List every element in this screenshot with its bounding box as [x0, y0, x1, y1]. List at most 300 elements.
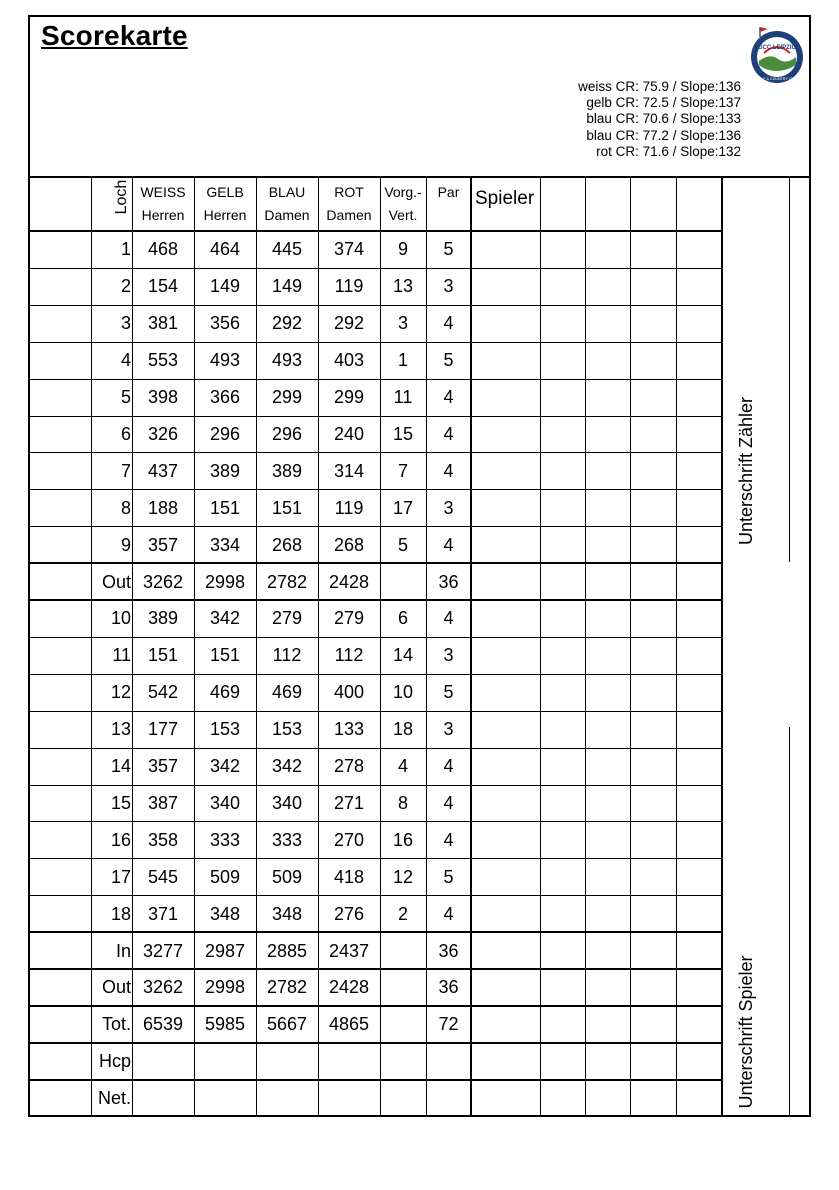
score-entry-cell[interactable]	[471, 343, 540, 379]
table-cell: 389	[209, 460, 241, 481]
signature-line	[789, 561, 790, 562]
table-cell: 3	[443, 497, 454, 518]
table-cell: 153	[209, 719, 241, 740]
score-entry-cell[interactable]	[585, 1081, 630, 1117]
score-entry-cell[interactable]	[540, 933, 585, 969]
score-entry-cell[interactable]	[630, 269, 676, 305]
table-cell: 4	[443, 460, 454, 481]
hole-label: 9	[120, 534, 131, 555]
table-cell: 2428	[328, 977, 370, 998]
hole-label: Net.	[97, 1088, 131, 1109]
table-cell: 389	[147, 608, 179, 629]
table-cell: 292	[333, 313, 365, 334]
table-cell: 5	[443, 350, 454, 371]
table-cell: 4	[443, 423, 454, 444]
table-cell: 340	[271, 792, 303, 813]
table-cell: 4	[443, 608, 454, 629]
table-cell: 464	[209, 239, 241, 260]
table-cell: 398	[147, 387, 179, 408]
hole-label: 7	[120, 460, 131, 481]
hole-label: Out	[101, 977, 131, 998]
score-entry-cell[interactable]	[585, 896, 630, 932]
score-entry-cell[interactable]	[471, 933, 540, 969]
table-cell: 36	[438, 940, 459, 961]
header-blue: BLAU Damen	[264, 184, 310, 223]
score-entry-cell[interactable]	[630, 933, 676, 969]
score-entry-cell[interactable]	[630, 970, 676, 1006]
score-entry-cell[interactable]	[630, 306, 676, 342]
score-entry-cell[interactable]	[676, 638, 721, 674]
table-cell: 342	[271, 756, 303, 777]
table-cell: 177	[147, 719, 179, 740]
table-cell: 340	[209, 792, 241, 813]
score-entry-cell[interactable]	[585, 675, 630, 711]
table-cell: 326	[147, 423, 179, 444]
score-entry-cell[interactable]	[471, 601, 540, 637]
score-entry-cell[interactable]	[540, 1044, 585, 1080]
table-cell: 366	[209, 387, 241, 408]
table-cell: 545	[147, 866, 179, 887]
score-entry-cell[interactable]	[540, 749, 585, 785]
table-cell: 4865	[328, 1014, 370, 1035]
score-entry-cell[interactable]	[676, 232, 721, 268]
table-cell: 4	[443, 387, 454, 408]
table-cell: 3277	[142, 940, 184, 961]
header-par: Par	[437, 184, 460, 200]
score-entry-cell[interactable]	[585, 970, 630, 1006]
table-cell: 278	[333, 756, 365, 777]
score-entry-cell[interactable]	[471, 712, 540, 748]
score-entry-cell[interactable]	[676, 749, 721, 785]
score-entry-cell[interactable]	[676, 380, 721, 416]
score-entry-cell[interactable]	[676, 601, 721, 637]
table-cell	[318, 1044, 380, 1080]
table-cell: 296	[209, 423, 241, 444]
svg-text:GOLF & COUNTRY CLUB: GOLF & COUNTRY CLUB	[755, 77, 799, 81]
score-entry-cell[interactable]	[471, 490, 540, 526]
table-cell: 2782	[266, 571, 308, 592]
score-entry-cell[interactable]	[471, 1044, 540, 1080]
table-cell: 469	[209, 682, 241, 703]
page-title: Scorekarte	[41, 20, 188, 51]
table-cell	[380, 933, 426, 969]
score-entry-cell[interactable]	[540, 601, 585, 637]
table-cell	[256, 1044, 318, 1080]
table-cell: 271	[333, 792, 365, 813]
score-entry-cell[interactable]	[585, 269, 630, 305]
table-cell: 11	[393, 387, 413, 408]
header-yellow: GELB Herren	[203, 184, 247, 223]
table-cell	[380, 970, 426, 1006]
score-entry-cell[interactable]	[471, 675, 540, 711]
table-cell: 509	[271, 866, 303, 887]
score-entry-cell[interactable]	[585, 601, 630, 637]
hole-label: 14	[110, 756, 131, 777]
hole-label: 15	[110, 792, 131, 813]
table-cell: 4	[443, 313, 454, 334]
table-cell: 400	[333, 682, 365, 703]
course-ratings	[578, 79, 741, 160]
table-cell: 6	[397, 608, 408, 629]
score-entry-cell[interactable]	[540, 343, 585, 379]
table-cell: 153	[271, 719, 303, 740]
score-entry-cell[interactable]	[676, 786, 721, 822]
table-cell: 9	[397, 239, 408, 260]
table-cell: 12	[392, 866, 414, 887]
score-entry-cell[interactable]	[471, 786, 540, 822]
hole-label: In	[115, 940, 131, 961]
hole-label: 8	[120, 497, 131, 518]
score-entry-cell[interactable]	[585, 380, 630, 416]
score-entry-cell[interactable]	[676, 306, 721, 342]
table-cell: 493	[271, 350, 303, 371]
column-divider	[721, 176, 723, 1115]
table-cell	[426, 1081, 471, 1117]
score-entry-cell[interactable]	[471, 564, 540, 600]
score-entry-cell[interactable]	[471, 417, 540, 453]
score-entry-cell[interactable]	[630, 822, 676, 858]
hole-label: 13	[110, 719, 131, 740]
score-entry-cell[interactable]	[630, 712, 676, 748]
table-cell: 151	[209, 497, 241, 518]
score-entry-cell[interactable]	[540, 712, 585, 748]
table-cell: 3262	[142, 977, 184, 998]
score-entry-cell[interactable]	[540, 786, 585, 822]
scorecard	[28, 15, 811, 1117]
score-entry-cell[interactable]	[540, 490, 585, 526]
table-cell: 151	[147, 645, 179, 666]
score-entry-cell[interactable]	[471, 453, 540, 489]
score-entry-cell[interactable]	[630, 1007, 676, 1043]
score-entry-cell[interactable]	[540, 417, 585, 453]
table-cell: 8	[397, 792, 408, 813]
table-cell: 4	[443, 903, 454, 924]
table-cell: 151	[271, 497, 303, 518]
score-entry-cell[interactable]	[676, 1007, 721, 1043]
score-entry-cell[interactable]	[630, 527, 676, 563]
table-cell: 333	[209, 829, 241, 850]
table-cell: 5985	[204, 1014, 246, 1035]
score-entry-cell[interactable]	[676, 490, 721, 526]
score-entry-cell[interactable]	[676, 933, 721, 969]
table-cell	[132, 1081, 194, 1117]
score-entry-cell[interactable]	[676, 896, 721, 932]
score-entry-cell[interactable]	[630, 232, 676, 268]
hole-label: 16	[110, 829, 131, 850]
table-cell: 3	[443, 719, 454, 740]
svg-text:GCC LEIPZIG: GCC LEIPZIG	[757, 45, 797, 51]
signature-line	[789, 176, 790, 562]
score-entry-cell[interactable]	[585, 638, 630, 674]
score-entry-cell[interactable]	[676, 453, 721, 489]
table-cell: 13	[392, 276, 414, 297]
table-cell: 374	[333, 239, 365, 260]
table-cell: 2437	[328, 940, 370, 961]
table-cell: 299	[271, 387, 303, 408]
hole-label: Tot.	[101, 1014, 131, 1035]
table-cell: 4	[443, 829, 454, 850]
score-entry-cell[interactable]	[676, 675, 721, 711]
score-entry-cell[interactable]	[630, 896, 676, 932]
table-cell: 270	[333, 829, 365, 850]
table-cell	[380, 1044, 426, 1080]
table-cell: 342	[209, 756, 241, 777]
score-entry-cell[interactable]	[585, 306, 630, 342]
hole-label: 12	[110, 682, 131, 703]
score-entry-cell[interactable]	[630, 1044, 676, 1080]
table-cell: 468	[147, 239, 179, 260]
table-cell: 5	[443, 682, 454, 703]
score-entry-cell[interactable]	[630, 343, 676, 379]
table-cell: 151	[209, 645, 241, 666]
table-cell: 348	[209, 903, 241, 924]
table-cell: 387	[147, 792, 179, 813]
score-entry-cell[interactable]	[585, 712, 630, 748]
score-entry-cell[interactable]	[540, 822, 585, 858]
table-cell: 2998	[204, 571, 246, 592]
score-entry-cell[interactable]	[540, 970, 585, 1006]
score-entry-cell[interactable]	[676, 712, 721, 748]
score-entry-cell[interactable]	[471, 527, 540, 563]
table-cell: 334	[209, 534, 241, 555]
table-cell: 133	[333, 719, 365, 740]
score-entry-cell[interactable]	[471, 1007, 540, 1043]
score-entry-cell[interactable]	[676, 1044, 721, 1080]
score-entry-cell[interactable]	[676, 822, 721, 858]
table-cell: 389	[271, 460, 303, 481]
table-cell: 469	[271, 682, 303, 703]
table-cell: 36	[438, 571, 459, 592]
table-cell: 36	[438, 977, 459, 998]
score-entry-cell[interactable]	[540, 675, 585, 711]
table-cell: 4	[443, 756, 454, 777]
score-entry-cell[interactable]	[540, 453, 585, 489]
score-entry-cell[interactable]	[471, 822, 540, 858]
table-cell: 418	[333, 866, 365, 887]
table-cell: 14	[392, 645, 414, 666]
score-entry-cell[interactable]	[585, 453, 630, 489]
score-entry-cell[interactable]	[630, 749, 676, 785]
score-entry-cell[interactable]	[540, 380, 585, 416]
table-cell: 509	[209, 866, 241, 887]
score-entry-cell[interactable]	[630, 601, 676, 637]
score-entry-cell[interactable]	[676, 859, 721, 895]
table-cell: 2987	[204, 940, 246, 961]
score-entry-cell[interactable]	[471, 638, 540, 674]
score-entry-cell[interactable]	[630, 1081, 676, 1117]
table-cell: 112	[334, 645, 364, 666]
table-cell: 72	[438, 1014, 459, 1035]
table-cell: 240	[333, 423, 365, 444]
score-entry-cell[interactable]	[585, 232, 630, 268]
table-cell: 437	[147, 460, 179, 481]
table-cell: 154	[147, 276, 179, 297]
score-entry-cell[interactable]	[540, 232, 585, 268]
score-entry-cell[interactable]	[585, 1044, 630, 1080]
table-cell	[194, 1081, 256, 1117]
table-cell: 292	[271, 313, 303, 334]
score-entry-cell[interactable]	[676, 269, 721, 305]
header-hole: Loch	[113, 179, 130, 215]
table-cell: 445	[271, 239, 303, 260]
table-cell: 149	[209, 276, 241, 297]
score-entry-cell[interactable]	[471, 859, 540, 895]
hole-label: 10	[110, 608, 131, 629]
table-cell: 119	[334, 497, 364, 518]
score-entry-cell[interactable]	[540, 564, 585, 600]
signature-line	[789, 727, 790, 1115]
hole-label: Out	[101, 571, 131, 592]
score-entry-cell[interactable]	[471, 970, 540, 1006]
table-cell: 188	[147, 497, 179, 518]
score-entry-cell[interactable]	[630, 675, 676, 711]
table-cell: 18	[392, 719, 414, 740]
rating-line: blau CR: 70.6 / Slope:133	[586, 111, 741, 127]
signature-player-label: Unterschrift Spieler	[736, 955, 756, 1109]
table-cell: 553	[147, 350, 179, 371]
hole-label: Hcp	[98, 1051, 131, 1072]
signature-marker-label: Unterschrift Zähler	[736, 396, 756, 546]
table-cell: 5	[443, 866, 454, 887]
score-entry-cell[interactable]	[540, 1007, 585, 1043]
table-cell: 279	[271, 608, 303, 629]
table-cell: 3	[397, 313, 408, 334]
table-cell: 5	[443, 239, 454, 260]
score-entry-cell[interactable]	[585, 527, 630, 563]
score-entry-cell[interactable]	[471, 232, 540, 268]
hole-label: 4	[120, 350, 131, 371]
table-cell: 314	[333, 460, 365, 481]
table-cell: 112	[272, 645, 302, 666]
score-entry-cell[interactable]	[676, 564, 721, 600]
score-entry-cell[interactable]	[540, 638, 585, 674]
score-entry-cell[interactable]	[540, 1081, 585, 1117]
table-cell: 2998	[204, 977, 246, 998]
score-entry-cell[interactable]	[471, 1081, 540, 1117]
score-entry-cell[interactable]	[676, 527, 721, 563]
table-cell: 357	[147, 756, 179, 777]
table-cell: 2	[397, 903, 408, 924]
score-entry-cell[interactable]	[471, 896, 540, 932]
table-cell: 299	[333, 387, 365, 408]
score-entry-cell[interactable]	[585, 1007, 630, 1043]
header-stroke-index: Vorg.- Vert.	[384, 184, 422, 223]
score-entry-cell[interactable]	[540, 527, 585, 563]
score-entry-cell[interactable]	[676, 970, 721, 1006]
score-entry-cell[interactable]	[585, 564, 630, 600]
score-entry-cell[interactable]	[540, 896, 585, 932]
table-cell: 348	[271, 903, 303, 924]
score-entry-cell[interactable]	[630, 380, 676, 416]
hole-label: 5	[120, 387, 131, 408]
score-entry-cell[interactable]	[471, 749, 540, 785]
score-entry-cell[interactable]	[471, 380, 540, 416]
table-cell: 356	[209, 313, 241, 334]
table-cell: 17	[392, 497, 414, 518]
hole-label: 18	[110, 903, 131, 924]
table-cell: 5667	[266, 1014, 308, 1035]
rating-line: gelb CR: 72.5 / Slope:137	[586, 95, 741, 111]
table-cell: 3	[443, 645, 454, 666]
score-entry-cell[interactable]	[676, 1081, 721, 1117]
score-entry-cell[interactable]	[585, 749, 630, 785]
table-cell: 1	[397, 350, 408, 371]
score-entry-cell[interactable]	[676, 417, 721, 453]
table-cell	[426, 1044, 471, 1080]
table-cell: 4	[397, 756, 408, 777]
table-cell: 7	[397, 460, 408, 481]
score-entry-cell[interactable]	[630, 490, 676, 526]
score-entry-cell[interactable]	[585, 822, 630, 858]
table-cell	[380, 564, 426, 600]
score-entry-cell[interactable]	[471, 306, 540, 342]
score-entry-cell[interactable]	[540, 306, 585, 342]
hole-label: 3	[120, 313, 131, 334]
table-cell: 3	[443, 276, 454, 297]
table-cell: 268	[333, 534, 365, 555]
golf-club-logo-icon	[748, 23, 806, 87]
header-player: Spieler	[475, 188, 535, 209]
score-entry-cell[interactable]	[471, 269, 540, 305]
score-entry-cell[interactable]	[630, 453, 676, 489]
rating-line: rot CR: 71.6 / Slope:132	[596, 143, 741, 159]
table-cell: 279	[333, 608, 365, 629]
table-cell	[380, 1007, 426, 1043]
table-cell	[194, 1044, 256, 1080]
hole-label: 11	[112, 645, 131, 666]
hole-label: 6	[120, 423, 131, 444]
score-entry-cell[interactable]	[585, 786, 630, 822]
table-cell: 149	[271, 276, 303, 297]
score-entry-cell[interactable]	[630, 786, 676, 822]
score-entry-cell[interactable]	[585, 859, 630, 895]
table-cell: 3262	[142, 571, 184, 592]
table-cell	[132, 1044, 194, 1080]
table-cell: 2428	[328, 571, 370, 592]
table-cell: 296	[271, 423, 303, 444]
table-cell	[318, 1081, 380, 1117]
score-entry-cell[interactable]	[630, 564, 676, 600]
score-entry-cell[interactable]	[630, 417, 676, 453]
score-entry-cell[interactable]	[585, 933, 630, 969]
table-cell: 342	[209, 608, 241, 629]
scorecard-header	[30, 17, 809, 178]
table-cell: 268	[271, 534, 303, 555]
table-cell: 333	[271, 829, 303, 850]
score-entry-cell[interactable]	[585, 490, 630, 526]
score-entry-cell[interactable]	[540, 859, 585, 895]
score-entry-cell[interactable]	[630, 638, 676, 674]
rating-line: weiss CR: 75.9 / Slope:136	[578, 79, 741, 94]
score-entry-cell[interactable]	[630, 859, 676, 895]
score-entry-cell[interactable]	[676, 343, 721, 379]
table-cell: 371	[147, 903, 179, 924]
hole-label: 2	[120, 276, 131, 297]
table-cell: 15	[392, 423, 414, 444]
table-cell: 4	[443, 792, 454, 813]
score-entry-cell[interactable]	[540, 269, 585, 305]
table-cell: 2782	[266, 977, 308, 998]
score-entry-cell[interactable]	[585, 343, 630, 379]
table-cell: 4	[443, 534, 454, 555]
table-cell: 381	[147, 313, 179, 334]
rating-line: blau CR: 77.2 / Slope:136	[586, 127, 741, 143]
table-cell: 493	[209, 350, 241, 371]
table-cell: 16	[392, 829, 414, 850]
hole-label: 17	[110, 866, 131, 887]
score-entry-cell[interactable]	[585, 417, 630, 453]
table-cell: 542	[147, 682, 179, 703]
